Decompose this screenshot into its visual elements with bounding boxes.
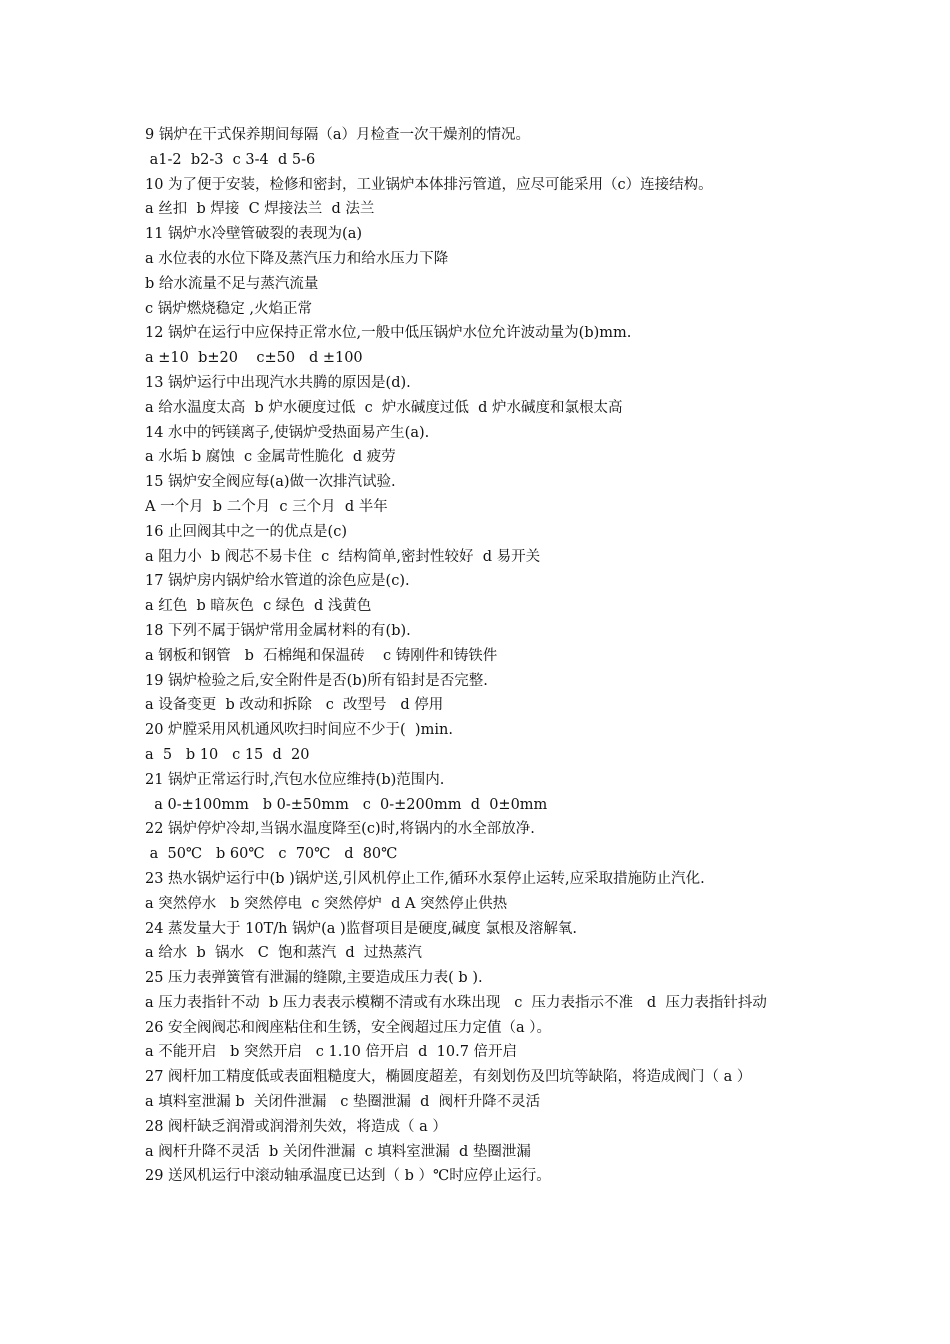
question-12: 12 锅炉在运行中应保持正常水位,一般中低压锅炉水位允许波动量为(b)mm. <box>145 325 632 342</box>
question-9-options: a1-2 b2-3 c 3-4 d 5-6 <box>145 151 316 168</box>
question-21-options: a 0-±100mm b 0-±50mm c 0-±200mm d 0±0mm <box>145 796 548 813</box>
question-17-options: a 红色 b 暗灰色 c 绿色 d 浅黄色 <box>145 598 372 615</box>
question-15-options: A 一个月 b 二个月 c 三个月 d 半年 <box>145 498 388 515</box>
question-27-options: a 填料室泄漏 b 关闭件泄漏 c 垫圈泄漏 d 阀杆升降不灵活 <box>145 1094 541 1111</box>
question-25-options: a 压力表指针不动 b 压力表表示模糊不清或有水珠出现 c 压力表指示不准 d 压力表指针抖动 <box>145 994 767 1011</box>
question-19-options: a 设备变更 b 改动和拆除 c 改型号 d 停用 <box>145 697 444 714</box>
question-9: 9 锅炉在干式保养期间每隔（a）月检查一次干燥剂的情况。 <box>145 127 530 143</box>
question-25: 25 压力表弹簧管有泄漏的缝隙,主要造成压力表( b ). <box>145 970 483 987</box>
question-20-options: a 5 b 10 c 15 d 20 <box>145 746 310 763</box>
question-20: 20 炉膛采用风机通风吹扫时间应不少于( )min. <box>145 722 453 739</box>
question-28-options: a 阀杆升降不灵活 b 关闭件泄漏 c 填料室泄漏 d 垫圈泄漏 <box>145 1143 531 1160</box>
question-19: 19 锅炉检验之后,安全附件是否(b)所有铅封是否完整. <box>145 672 488 689</box>
question-13: 13 锅炉运行中出现汽水共腾的原因是(d). <box>145 374 411 391</box>
question-18: 18 下列不属于锅炉常用金属材料的有(b). <box>145 622 411 639</box>
question-21: 21 锅炉正常运行时,汽包水位应维持(b)范围内. <box>145 771 445 788</box>
question-11-option-c: c 锅炉燃烧稳定 ,火焰正常 <box>145 300 312 317</box>
question-13-options: a 给水温度太高 b 炉水硬度过低 c 炉水碱度过低 d 炉水碱度和氯根太高 <box>145 399 623 416</box>
question-28: 28 阀杆缺乏润滑或润滑剂失效，将造成（ a ） <box>145 1118 447 1135</box>
question-24-options: a 给水 b 锅水 C 饱和蒸汽 d 过热蒸汽 <box>145 945 422 962</box>
question-list <box>145 123 815 1189</box>
question-12-options: a ±10 b±20 c±50 d ±100 <box>145 350 363 367</box>
question-26: 26 安全阀阀芯和阀座粘住和生锈，安全阀超过压力定值（a ）。 <box>145 1019 552 1036</box>
question-22-options: a 50℃ b 60℃ c 70℃ d 80℃ <box>145 846 398 863</box>
question-23-options: a 突然停水 b 突然停电 c 突然停炉 d A 突然停止供热 <box>145 895 508 912</box>
question-14-options: a 水垢 b 腐蚀 c 金属苛性脆化 d 疲劳 <box>145 449 396 466</box>
question-10: 10 为了便于安装，检修和密封，工业锅炉本体排污管道，应尽可能采用（c）连接结构。 <box>145 176 713 193</box>
question-23: 23 热水锅炉运行中(b )锅炉送,引风机停止工作,循环水泵停止运转,应采取措施防止汽化. <box>145 870 705 887</box>
question-14: 14 水中的钙镁离子,使锅炉受热面易产生(a). <box>145 424 430 441</box>
question-18-options: a 钢板和钢管 b 石棉绳和保温砖 c 铸刚件和铸铁件 <box>145 647 498 664</box>
question-16-options: a 阻力小 b 阀芯不易卡住 c 结构简单,密封性较好 d 易开关 <box>145 548 541 565</box>
question-10-options: a 丝扣 b 焊接 C 焊接法兰 d 法兰 <box>145 201 375 218</box>
question-27: 27 阀杆加工精度低或表面粗糙度大，椭圆度超差，有刻划伤及凹坑等缺陷，将造成阀门（ a ） <box>145 1069 752 1086</box>
question-11: 11 锅炉水冷壁管破裂的表现为(a) <box>145 226 363 243</box>
question-16: 16 止回阀其中之一的优点是(c) <box>145 523 347 540</box>
question-24: 24 蒸发量大于 10T/h 锅炉(a )监督项目是硬度,碱度 氯根及溶解氧. <box>145 920 578 937</box>
question-11-option-a: a 水位表的水位下降及蒸汽压力和给水压力下降 <box>145 250 449 267</box>
question-15: 15 锅炉安全阀应每(a)做一次排汽试验. <box>145 474 396 491</box>
question-29: 29 送风机运行中滚动轴承温度已达到（ b ）℃时应停止运行。 <box>145 1168 551 1185</box>
question-17: 17 锅炉房内锅炉给水管道的涂色应是(c). <box>145 573 410 590</box>
question-22: 22 锅炉停炉冷却,当锅水温度降至(c)时,将锅内的水全部放净. <box>145 821 535 838</box>
question-11-option-b: b 给水流量不足与蒸汽流量 <box>145 275 319 292</box>
question-26-options: a 不能开启 b 突然开启 c 1.10 倍开启 d 10.7 倍开启 <box>145 1044 518 1061</box>
